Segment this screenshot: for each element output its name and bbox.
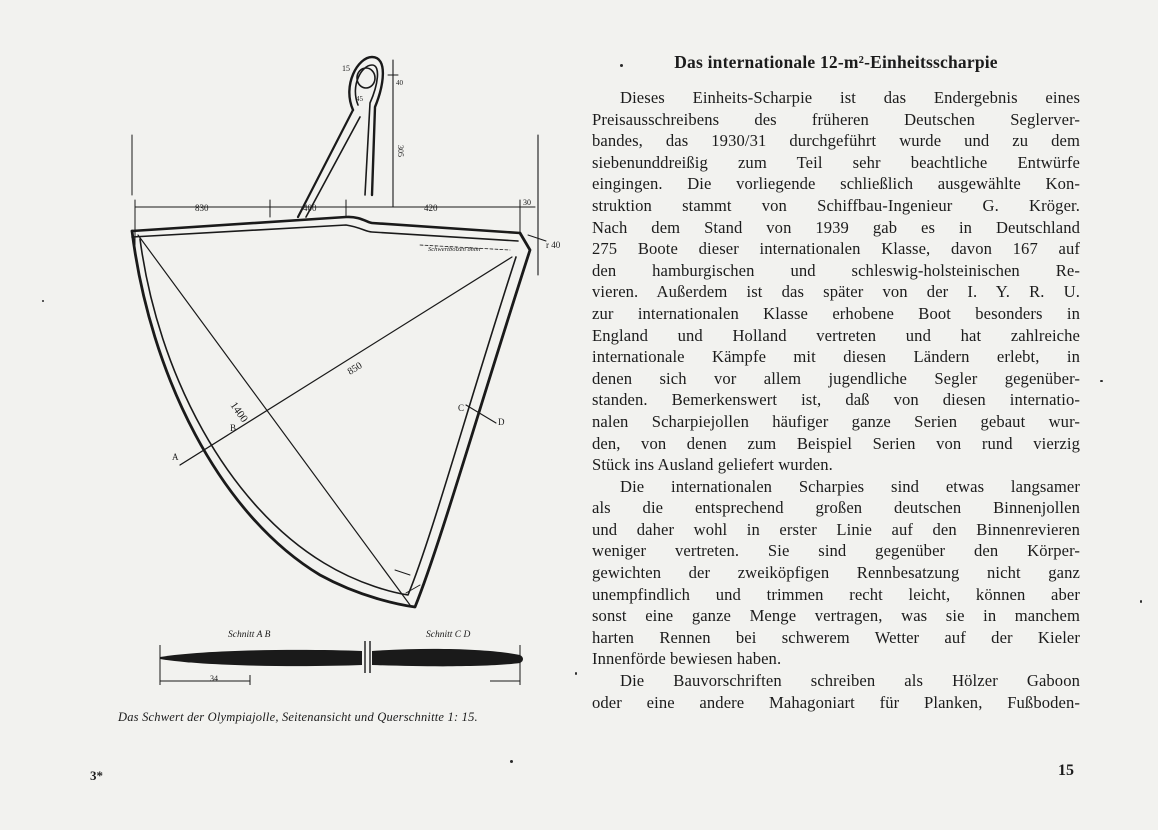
mark-a: A xyxy=(172,452,179,462)
print-speck xyxy=(575,672,577,675)
article-line: und daher wohl in erster Linie auf den Binnenrevieren xyxy=(592,519,1080,539)
page-number: 15 xyxy=(1058,762,1074,779)
sheet-mark: 3* xyxy=(90,768,103,783)
article-line: internationale Kämpfe mit diesen Ländern erlebt, in xyxy=(592,347,1080,367)
article-line: Die internationalen Scharpies sind etwas langsamer xyxy=(620,476,1080,496)
article-line: struktion stammt von Schiffbau-Ingenieur G. Kröger. xyxy=(592,195,1080,215)
article-line: Die Bauvorschriften schreiben als Hölzer Gaboon xyxy=(620,671,1080,691)
article-line: unempfindlich und trimmen recht leicht, können aber xyxy=(592,584,1080,604)
article-line: denen sich vor allem jugendliche Segler gegenüber- xyxy=(592,368,1080,388)
print-speck xyxy=(510,760,513,763)
centerboard-drawing xyxy=(110,45,570,695)
article-line: Preisausschreibens des früheren Deutschen Seglerver- xyxy=(592,109,1080,129)
dim-420-label: 420 xyxy=(424,203,438,213)
dim-305-label: 305 xyxy=(396,145,405,157)
article-line: Nach dem Stand von 1939 gab es in Deutschland xyxy=(592,217,1080,237)
article-line: Stück ins Ausland geliefert wurden. xyxy=(592,455,833,475)
article-line: Dieses Einheits-Scharpie ist das Endergebnis eines xyxy=(620,88,1080,107)
article-line: eingingen. Die vorliegende schließlich ausgewählte Kon- xyxy=(592,174,1080,194)
dim-45-label: 45 xyxy=(356,95,363,103)
article-line: sonst eine ganze Menge vertragen, was sie in manchem xyxy=(592,606,1080,626)
dim-30-label: 30 xyxy=(523,198,531,207)
dim-15-label: 15 xyxy=(342,64,350,73)
print-speck xyxy=(620,64,623,67)
section-cd-label: Schnitt C D xyxy=(426,630,471,640)
article-paragraph xyxy=(592,87,1080,476)
article-line: England und Holland vertreten und hat zahlreiche xyxy=(592,325,1080,345)
article-line: nalen Scharpiejollen häufiger ganze Serien gebaut wur- xyxy=(592,411,1080,431)
section-ab-label: Schnitt A B xyxy=(228,630,271,640)
dim-850-label: 850 xyxy=(345,360,365,378)
mark-d: D xyxy=(498,417,505,427)
article xyxy=(592,52,1080,713)
print-speck xyxy=(42,300,44,302)
dim-1400-label: 1400 xyxy=(227,399,250,425)
cross-section-ab xyxy=(160,641,370,673)
dim-830-label: 830 xyxy=(195,203,209,213)
cross-section-cd xyxy=(372,649,523,666)
print-speck xyxy=(1140,600,1142,603)
article-line: den hamburgischen und schleswig-holsteinischen Re- xyxy=(592,260,1080,280)
mark-b: B xyxy=(230,423,237,433)
article-line: zur internationalen Klasse erhobene Boot besonders in xyxy=(592,303,1080,323)
article-line: standen. Bemerkenswert ist, daß von diesen internatio- xyxy=(592,390,1080,410)
article-line: siebenunddreißig zum Teil sehr beachtliche Entwürfe xyxy=(592,152,1080,172)
dim-40-label: 40 xyxy=(396,79,403,87)
article-title: Das internationale 12-m²-Einheitsscharpie xyxy=(674,52,998,72)
article-line: als die entsprechend großen deutschen Binnenjollen xyxy=(592,498,1080,518)
article-line: bandes, das 1930/31 durchgeführt wurde und zu dem xyxy=(592,131,1080,151)
article-line: vieren. Außerdem ist das später von der I. Y. R. U. xyxy=(592,282,1080,302)
dim-34-label: 34 xyxy=(210,674,218,683)
technical-drawing-svg xyxy=(110,45,570,695)
dim-400-label: 400 xyxy=(303,203,317,213)
article-body xyxy=(592,87,1080,713)
bolt-label: Schwertbolzen 8mm xyxy=(428,246,481,253)
article-line: weniger vertreten. Sie sind gegenüber den Körper- xyxy=(592,541,1080,561)
article-line: harten Rennen bei schwerem Wetter auf der Kieler xyxy=(592,627,1080,647)
article-line: den, von denen zum Beispiel Serien von rund vierzig xyxy=(592,433,1080,453)
article-line: gewichten der zweiköpfigen Rennbesatzung nicht ganz xyxy=(592,563,1080,583)
article-line: 275 Boote dieser internationalen Klasse, davon 167 auf xyxy=(592,239,1080,259)
mark-c: C xyxy=(458,403,465,413)
article-line: Innenförde bewiesen haben. xyxy=(592,649,782,669)
dim-r40-label: r 40 xyxy=(546,240,561,250)
article-paragraph xyxy=(592,476,1080,670)
print-speck xyxy=(1100,380,1103,382)
figure-caption: Das Schwert der Olympiajolle, Seitenansicht und Querschnitte 1: 15. xyxy=(118,710,478,724)
article-paragraph xyxy=(592,670,1080,713)
article-line: oder eine andere Mahagoniart für Planken, Fußboden- xyxy=(592,692,1080,712)
